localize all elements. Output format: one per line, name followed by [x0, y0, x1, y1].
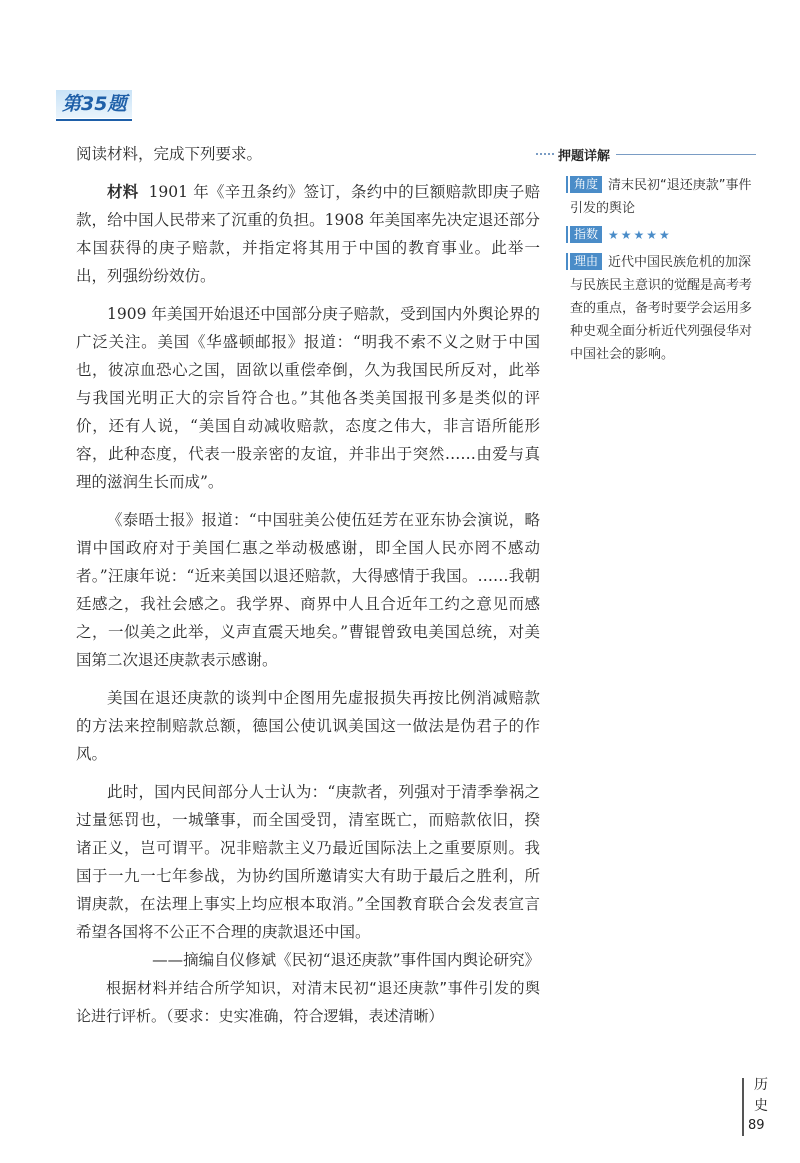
sidebar-header-rule — [616, 154, 756, 155]
angle-tag: 角度 — [570, 176, 602, 193]
material-paragraph-5: 此时，国内民间部分人士认为：“庚款者，列强对于清季拳祸之过量惩罚也，一城肇事，而全国受罚，清室既亡，而赔款依旧，揆诸正义，岂可谓平。况非赔款主义乃最近国际法上之重要原则。我国于一九一七年参战，为协约国所邀请实大有助于最后之胜利，所谓庚款，在法理上事实上均应根本取消。”全国教育联合会发表宣言希望各国将不公正不合理的庚款退还中国。 — [76, 783, 540, 941]
analysis-sidebar — [536, 144, 756, 370]
subject-char-1: 历 — [754, 1077, 768, 1093]
subject-char-2: 史 — [754, 1098, 768, 1114]
material-paragraph-4: 美国在退还庚款的谈判中企图用先虚报损失再按比例消减赔款的方法来控制赔款总额，德国公使讥讽美国这一做法是伪君子的作风。 — [76, 689, 540, 763]
question-title-underline — [56, 119, 132, 121]
material-paragraph-3: 《泰晤士报》报道：“中国驻美公使伍廷芳在亚东协会演说，略谓中国政府对于美国仁惠之举动极感谢，即全国人民亦罔不感动者。”汪康年说：“近来美国以退还赔款，大得感情于我国。……我朝廷感之，我社会感之。我学界、商界中人且合近年工约之意见而感之，一似美之此举，义声直震天地矣。”曹锟曾致电美国总统，对美国第二次退还庚款表示感谢。 — [76, 511, 540, 669]
angle-text: 清末民初“退还庚款”事件引发的舆论 — [570, 178, 752, 216]
sidebar-reason — [570, 251, 756, 366]
intro-text: 阅读材料，完成下列要求。 — [76, 145, 263, 163]
page-number: 89 — [748, 1118, 765, 1133]
sidebar-header-dots — [536, 153, 554, 155]
material-label: 材料 — [107, 183, 139, 201]
material-paragraph-2: 1909 年美国开始退还中国部分庚子赔款，受到国内外舆论界的广泛关注。美国《华盛顿邮报》报道：“明我不索不义之财于中国也，彼凉血恐心之国，固欲以重偿牵倒，久为我国民所反对，此举与我国光明正大的宗旨符合也。”其他各类美国报刊多是类似的评价，还有人说，“美国自动减收赔款，态度之伟大，非言语所能形容，此种态度，代表一股亲密的友谊，并非出于突然……由爱与真理的滋润生长而成”。 — [76, 305, 540, 491]
star-rating: ★★★★★ — [608, 228, 672, 242]
sidebar-angle — [570, 174, 756, 220]
material-paragraph-1 — [76, 178, 540, 290]
reason-tag: 理由 — [570, 253, 602, 270]
paragraph-1-text: 1901 年《辛丑条约》签订，条约中的巨额赔款即庚子赔款，给中国人民带来了沉重的负担。1908 年美国率先决定退还部分本国获得的庚子赔款，并指定将其用于中国的教育事业。此举一出，列强纷纷效仿。 — [76, 183, 540, 285]
sidebar-header-title: 押题详解 — [558, 148, 611, 164]
material-source: ——摘编自仪修斌《民初“退还庚款”事件国内舆论研究》 — [152, 951, 540, 969]
main-content — [76, 140, 540, 1030]
page-corner-bar — [742, 1078, 744, 1136]
sidebar-header — [536, 144, 756, 164]
question-prompt: 根据材料并结合所学知识，对清末民初“退还庚款”事件引发的舆论进行评析。（要求：史实准确，符合逻辑，表述清晰） — [76, 979, 540, 1025]
index-tag: 指数 — [570, 226, 602, 243]
subject-label — [752, 1077, 770, 1115]
sidebar-index — [570, 224, 756, 247]
question-title: 第35题 — [62, 93, 127, 115]
reason-text: 近代中国民族危机的加深与民族民主意识的觉醒是高考考查的重点，备考时要学会运用多种史观全面分析近代列强侵华对中国社会的影响。 — [570, 255, 753, 362]
sidebar-body — [570, 174, 756, 366]
